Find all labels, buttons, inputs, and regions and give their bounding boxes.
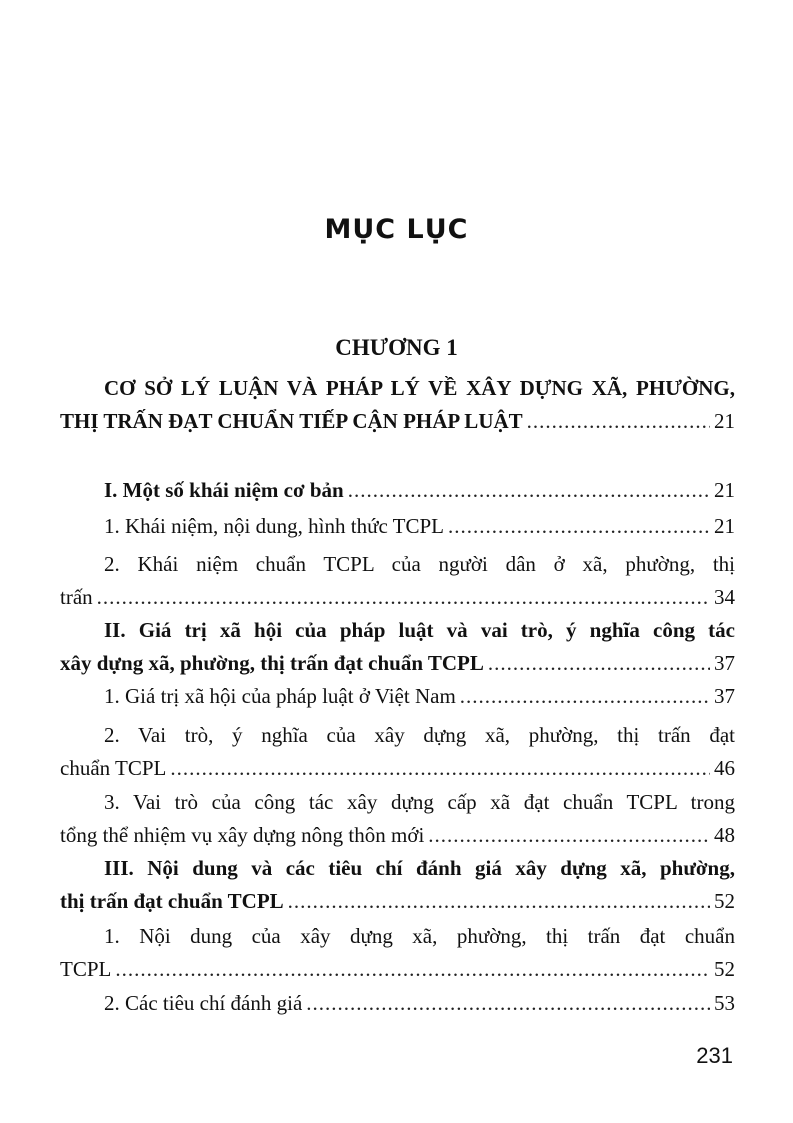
dot-leader	[97, 581, 710, 614]
dot-leader	[170, 752, 710, 785]
toc-entry-line-1: II. Giá trị xã hội của pháp luật và vai trò, ý nghĩa công tác	[104, 618, 735, 642]
toc-entry-line-2: THỊ TRẤN ĐẠT CHUẨN TIẾP CẬN PHÁP LUẬT	[60, 409, 523, 433]
toc-entry-line-2: trấn	[60, 585, 93, 609]
toc-title: MỤC LỤC	[324, 214, 469, 245]
toc-entry-line-2: thị trấn đạt chuẩn TCPL	[60, 889, 284, 913]
toc-entry-text: 1. Khái niệm, nội dung, hình thức TCPL	[104, 514, 444, 538]
toc-page-ref: 21	[714, 409, 735, 433]
chapter-label: CHƯƠNG 1	[335, 335, 458, 360]
dot-leader	[527, 405, 710, 438]
toc-entry-text: I. Một số khái niệm cơ bản	[104, 478, 344, 502]
dot-leader	[348, 474, 710, 507]
toc-entry-2-3[interactable]	[60, 786, 735, 852]
toc-entry-line-1: 3. Vai trò của công tác xây dựng cấp xã đạt chuẩn TCPL trong	[104, 790, 735, 814]
dot-leader	[488, 647, 710, 680]
toc-entry-line-1: CƠ SỞ LÝ LUẬN VÀ PHÁP LÝ VỀ XÂY DỰNG XÃ, PHƯỜNG,	[104, 376, 735, 400]
toc-entry-section-1[interactable]	[60, 474, 735, 507]
dot-leader	[428, 819, 710, 852]
toc-page-ref: 21	[714, 478, 735, 502]
toc-entry-1-2[interactable]	[60, 548, 735, 614]
toc-entry-3-1[interactable]	[60, 920, 735, 986]
toc-page-ref: 52	[714, 957, 735, 981]
toc-entry-1-1[interactable]	[60, 510, 735, 543]
toc-page-ref: 37	[714, 684, 735, 708]
dot-leader	[288, 885, 710, 918]
dot-leader	[448, 510, 710, 543]
toc-entry-3-2[interactable]	[60, 987, 735, 1020]
toc-entry-2-1[interactable]	[60, 680, 735, 713]
toc-page-ref: 48	[714, 823, 735, 847]
toc-page-ref: 37	[714, 651, 735, 675]
page-number: 231	[696, 1043, 733, 1068]
toc-page-ref: 34	[714, 585, 735, 609]
toc-entry-line-2: TCPL	[60, 957, 112, 981]
toc-entry-text: 2. Các tiêu chí đánh giá	[104, 991, 303, 1015]
toc-page-ref: 46	[714, 756, 735, 780]
toc-entry-line-2: xây dựng xã, phường, thị trấn đạt chuẩn TCPL	[60, 651, 484, 675]
toc-entry-chapter-1[interactable]	[60, 372, 735, 438]
toc-entry-2-2[interactable]	[60, 719, 735, 785]
toc-entry-line-2: tổng thể nhiệm vụ xây dựng nông thôn mới	[60, 823, 425, 847]
toc-entry-line-1: 2. Khái niệm chuẩn TCPL của người dân ở xã, phường, thị	[104, 552, 735, 576]
toc-page-ref: 52	[714, 889, 735, 913]
dot-leader	[115, 953, 710, 986]
toc-entry-line-1: 2. Vai trò, ý nghĩa của xây dựng xã, phường, thị trấn đạt	[104, 723, 735, 747]
dot-leader	[460, 680, 710, 713]
toc-entry-section-3[interactable]	[60, 852, 735, 918]
toc-entry-line-1: III. Nội dung và các tiêu chí đánh giá xây dựng xã, phường,	[104, 856, 735, 880]
toc-entry-text: 1. Giá trị xã hội của pháp luật ở Việt Nam	[104, 684, 456, 708]
toc-entry-section-2[interactable]	[60, 614, 735, 680]
toc-entry-line-1: 1. Nội dung của xây dựng xã, phường, thị trấn đạt chuẩn	[104, 924, 735, 948]
toc-page-ref: 21	[714, 514, 735, 538]
dot-leader	[306, 987, 710, 1020]
toc-page-ref: 53	[714, 991, 735, 1015]
toc-entry-line-2: chuẩn TCPL	[60, 756, 167, 780]
